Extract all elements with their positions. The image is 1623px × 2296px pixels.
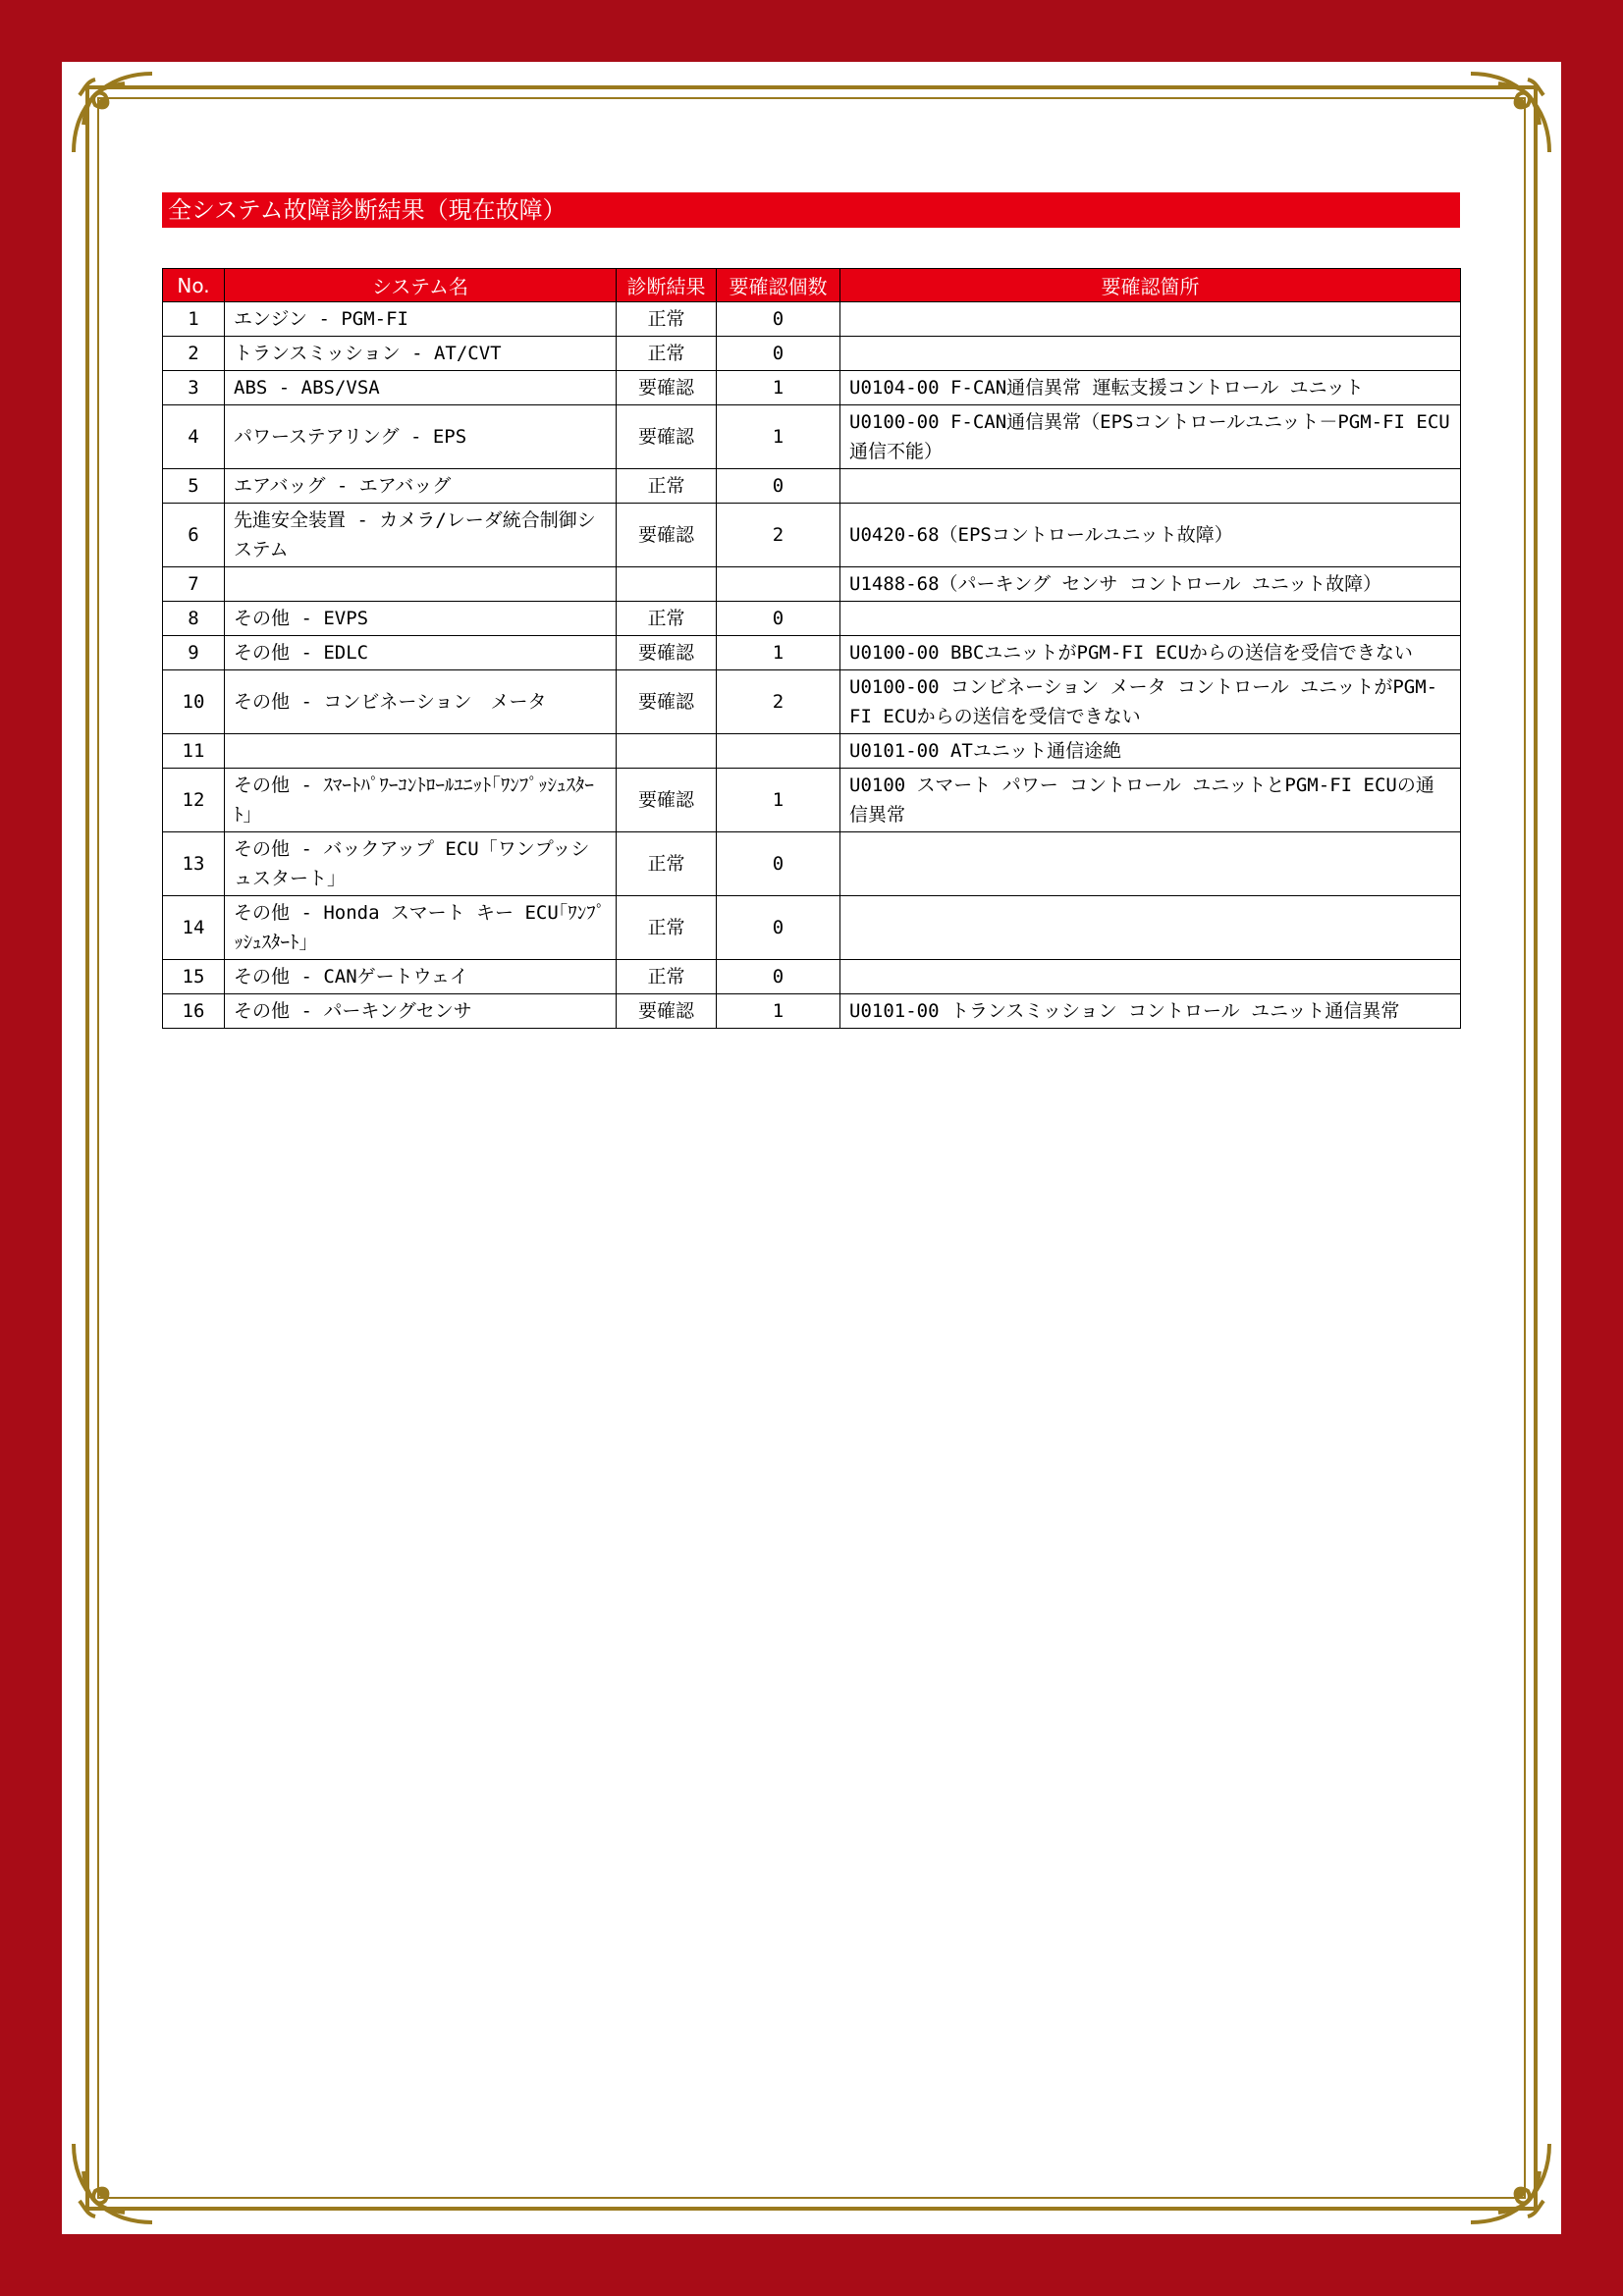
table-row (163, 734, 1461, 769)
cell-no: 8 (163, 602, 225, 636)
cell-no: 6 (163, 504, 225, 567)
cell-location: U0101-00 ATユニット通信途絶 (840, 734, 1461, 769)
cell-count: 0 (717, 602, 840, 636)
cell-system: その他 - EVPS (225, 602, 617, 636)
cell-result: 正常 (617, 602, 717, 636)
cell-system: その他 - CANゲートウェイ (225, 960, 617, 994)
cell-system: その他 - EDLC (225, 636, 617, 670)
cell-location (840, 960, 1461, 994)
cell-no: 3 (163, 371, 225, 405)
cell-result (617, 567, 717, 602)
cell-no: 9 (163, 636, 225, 670)
cell-result: 正常 (617, 337, 717, 371)
cell-location: U0100-00 コンビネーション メータ コントロール ユニットがPGM-FI ECUからの送信を受信できない (840, 670, 1461, 734)
cell-count: 1 (717, 405, 840, 469)
header-check-location: 要確認箇所 (840, 269, 1461, 302)
cell-result: 要確認 (617, 670, 717, 734)
cell-result: 正常 (617, 832, 717, 896)
cell-location: U0101-00 トランスミッション コントロール ユニット通信異常 (840, 994, 1461, 1029)
cell-no: 15 (163, 960, 225, 994)
cell-result: 要確認 (617, 371, 717, 405)
cell-count: 0 (717, 302, 840, 337)
cell-no: 11 (163, 734, 225, 769)
cell-result: 正常 (617, 302, 717, 337)
cell-result: 要確認 (617, 405, 717, 469)
cell-no: 14 (163, 896, 225, 960)
table-row (163, 337, 1461, 371)
cell-count (717, 734, 840, 769)
cell-count (717, 567, 840, 602)
cell-location (840, 302, 1461, 337)
ornament-corner-icon (1463, 2136, 1557, 2230)
cell-system: その他 - コンビネーション メータ (225, 670, 617, 734)
cell-no: 7 (163, 567, 225, 602)
cell-system: パワーステアリング - EPS (225, 405, 617, 469)
header-no: No. (163, 269, 225, 302)
header-check-count: 要確認個数 (717, 269, 840, 302)
cell-result: 要確認 (617, 636, 717, 670)
cell-result: 正常 (617, 896, 717, 960)
table-row (163, 302, 1461, 337)
cell-system (225, 567, 617, 602)
cell-no: 16 (163, 994, 225, 1029)
cell-location: U0100 スマート パワー コントロール ユニットとPGM-FI ECUの通信異常 (840, 769, 1461, 832)
cell-result: 要確認 (617, 994, 717, 1029)
table-row (163, 567, 1461, 602)
cell-count: 0 (717, 896, 840, 960)
cell-system: その他 - パーキングセンサ (225, 994, 617, 1029)
cell-no: 5 (163, 469, 225, 504)
cell-location: U1488-68（パーキング センサ コントロール ユニット故障） (840, 567, 1461, 602)
table-row (163, 769, 1461, 832)
table-row (163, 504, 1461, 567)
cell-no: 10 (163, 670, 225, 734)
cell-location: U0104-00 F-CAN通信異常 運転支援コントロール ユニット (840, 371, 1461, 405)
cell-count: 1 (717, 994, 840, 1029)
header-diagnosis-result: 診断結果 (617, 269, 717, 302)
cell-count: 0 (717, 337, 840, 371)
cell-no: 12 (163, 769, 225, 832)
cell-location: U0100-00 F-CAN通信異常（EPSコントロールユニット－PGM-FI ECU通信不能） (840, 405, 1461, 469)
cell-result: 正常 (617, 469, 717, 504)
table-row (163, 469, 1461, 504)
cell-location: U0420-68（EPSコントロールユニット故障） (840, 504, 1461, 567)
cell-location: U0100-00 BBCユニットがPGM-FI ECUからの送信を受信できない (840, 636, 1461, 670)
cell-count: 2 (717, 504, 840, 567)
cell-system (225, 734, 617, 769)
cell-no: 4 (163, 405, 225, 469)
cell-count: 1 (717, 769, 840, 832)
cell-no: 1 (163, 302, 225, 337)
cell-result: 要確認 (617, 769, 717, 832)
cell-system: その他 - Honda スマート キー ECU｢ﾜﾝﾌﾟｯｼｭｽﾀｰﾄ｣ (225, 896, 617, 960)
ornament-corner-icon (66, 2136, 160, 2230)
cell-system: エアバッグ - エアバッグ (225, 469, 617, 504)
table-row (163, 994, 1461, 1029)
table-row (163, 602, 1461, 636)
cell-count: 1 (717, 371, 840, 405)
cell-location (840, 469, 1461, 504)
table-row (163, 896, 1461, 960)
table-row (163, 405, 1461, 469)
table-row (163, 832, 1461, 896)
cell-location (840, 896, 1461, 960)
cell-result: 要確認 (617, 504, 717, 567)
section-title: 全システム故障診断結果（現在故障） (162, 192, 1460, 228)
cell-count: 0 (717, 469, 840, 504)
table-header-row (163, 269, 1461, 302)
cell-count: 1 (717, 636, 840, 670)
header-system-name: システム名 (225, 269, 617, 302)
cell-system: トランスミッション - AT/CVT (225, 337, 617, 371)
table-row (163, 371, 1461, 405)
cell-count: 0 (717, 832, 840, 896)
cell-system: 先進安全装置 - カメラ/レーダ統合制御システム (225, 504, 617, 567)
cell-location (840, 337, 1461, 371)
cell-location (840, 832, 1461, 896)
diagnosis-table (162, 268, 1461, 1029)
cell-system: その他 - バックアップ ECU「ワンプッシュスタート」 (225, 832, 617, 896)
ornament-corner-icon (1463, 66, 1557, 160)
table-row (163, 960, 1461, 994)
cell-result: 正常 (617, 960, 717, 994)
ornament-corner-icon (66, 66, 160, 160)
cell-count: 0 (717, 960, 840, 994)
cell-system: ABS - ABS/VSA (225, 371, 617, 405)
table-row (163, 670, 1461, 734)
cell-result (617, 734, 717, 769)
cell-no: 2 (163, 337, 225, 371)
cell-system: その他 - ｽﾏｰﾄﾊﾟﾜｰｺﾝﾄﾛｰﾙﾕﾆｯﾄ｢ﾜﾝﾌﾟｯｼｭｽﾀｰﾄ｣ (225, 769, 617, 832)
cell-system: エンジン - PGM-FI (225, 302, 617, 337)
table-row (163, 636, 1461, 670)
cell-no: 13 (163, 832, 225, 896)
cell-count: 2 (717, 670, 840, 734)
cell-location (840, 602, 1461, 636)
